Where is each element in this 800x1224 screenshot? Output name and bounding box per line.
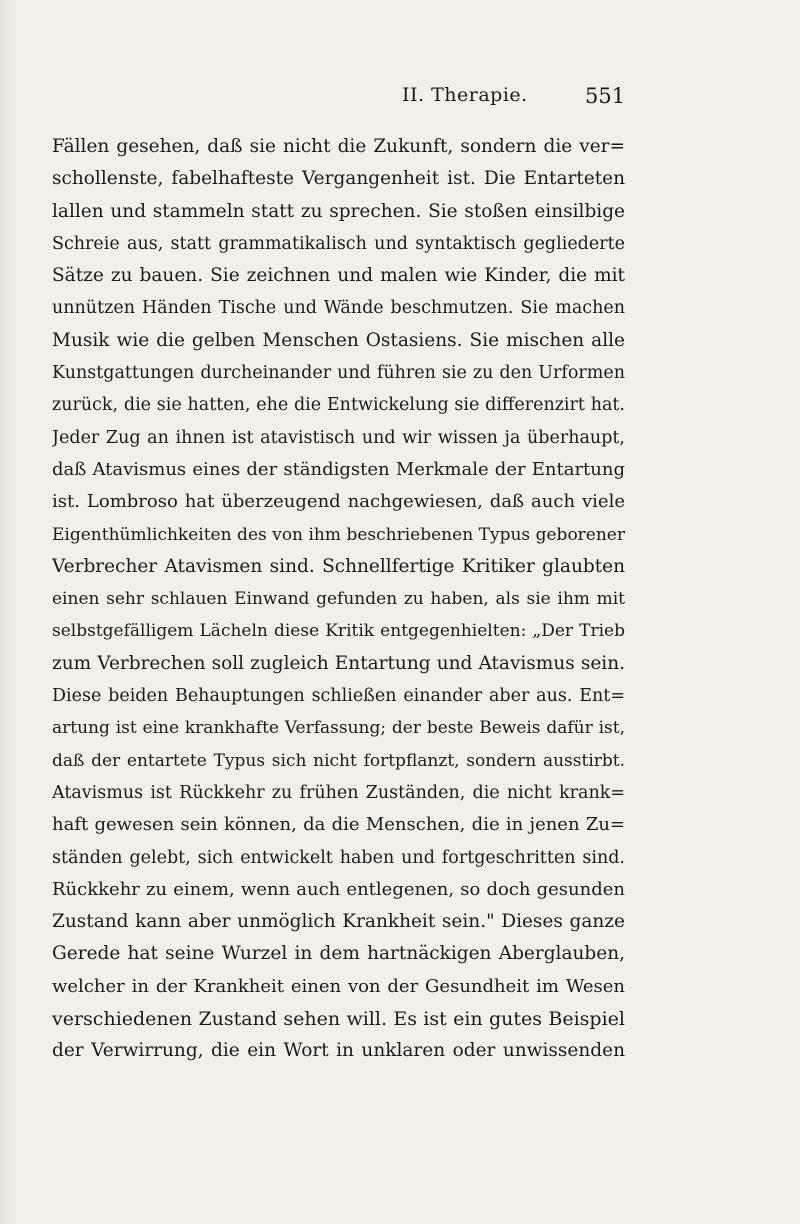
page-number: 551: [585, 84, 626, 108]
body-text: [52, 131, 625, 1068]
text-line: Sätze zu bauen. Sie zeichnen und malen wie Kinder, die mit: [52, 265, 625, 287]
text-line: Musik wie die gelben Menschen Ostasiens. Sie mischen alle: [52, 329, 625, 351]
text-line: Schreie aus, statt grammatikalisch und syntaktisch gegliederte: [52, 233, 625, 254]
text-line: Atavismus ist Rückkehr zu frühen Zuständen, die nicht krank=: [52, 782, 625, 803]
text-line: Rückkehr zu einem, wenn auch entlegenen, so doch gesunden: [52, 878, 625, 900]
text-line: selbstgefälligem Lächeln diese Kritik entgegenhielten: „Der Trieb: [52, 621, 625, 642]
text-line: daß der entartete Typus sich nicht fortpflanzt, sondern ausstirbt.: [52, 750, 625, 771]
text-line: der Verwirrung, die ein Wort in unklaren oder unwissenden: [52, 1040, 625, 1062]
text-line: Zustand kann aber unmöglich Krankheit sein." Dieses ganze: [52, 911, 625, 933]
text-line: unnützen Händen Tische und Wände beschmutzen. Sie machen: [52, 298, 625, 319]
text-line: Kunstgattungen durcheinander und führen sie zu den Urformen: [52, 363, 625, 384]
text-line: Gerede hat seine Wurzel in dem hartnäckigen Aberglauben,: [52, 943, 625, 965]
text-line: Diese beiden Behauptungen schließen einander aber aus. Ent=: [52, 686, 625, 707]
text-line: Eigenthümlichkeiten des von ihm beschriebenen Typus geborener: [52, 524, 625, 545]
page-header: [0, 84, 800, 114]
text-line: Jeder Zug an ihnen ist atavistisch und wir wissen ja überhaupt,: [52, 427, 625, 448]
text-line: Verbrecher Atavismen sind. Schnellfertige Kritiker glaubten: [52, 555, 625, 577]
text-line: welcher in der Krankheit einen von der Gesundheit im Wesen: [52, 975, 625, 997]
text-line: daß Atavismus eines der ständigsten Merkmale der Entartung: [52, 458, 625, 480]
text-line: ständen gelebt, sich entwickelt haben und fortgeschritten sind.: [52, 847, 625, 868]
text-line: verschiedenen Zustand sehen will. Es ist ein gutes Beispiel: [52, 1008, 625, 1031]
text-line: Fällen gesehen, daß sie nicht die Zukunft, sondern die ver=: [52, 136, 625, 157]
text-line: ist. Lombroso hat überzeugend nachgewiesen, daß auch viele: [52, 491, 625, 513]
text-line: schollenste, fabelhafteste Vergangenheit ist. Die Entarteten: [52, 168, 625, 190]
running-head: II. Therapie.: [402, 84, 528, 106]
text-line: zurück, die sie hatten, ehe die Entwickelung sie differenzirt hat.: [52, 395, 625, 416]
text-line: artung ist eine krankhafte Verfassung; der beste Beweis dafür ist,: [52, 718, 625, 739]
page-edge-shadow: [0, 0, 16, 1224]
text-line: einen sehr schlauen Einwand gefunden zu haben, als sie ihm mit: [52, 589, 625, 610]
text-line: lallen und stammeln statt zu sprechen. Sie stoßen einsilbige: [52, 200, 625, 222]
text-line: zum Verbrechen soll zugleich Entartung und Atavismus sein.: [52, 652, 625, 674]
text-line: haft gewesen sein können, da die Menschen, die in jenen Zu=: [52, 814, 625, 836]
